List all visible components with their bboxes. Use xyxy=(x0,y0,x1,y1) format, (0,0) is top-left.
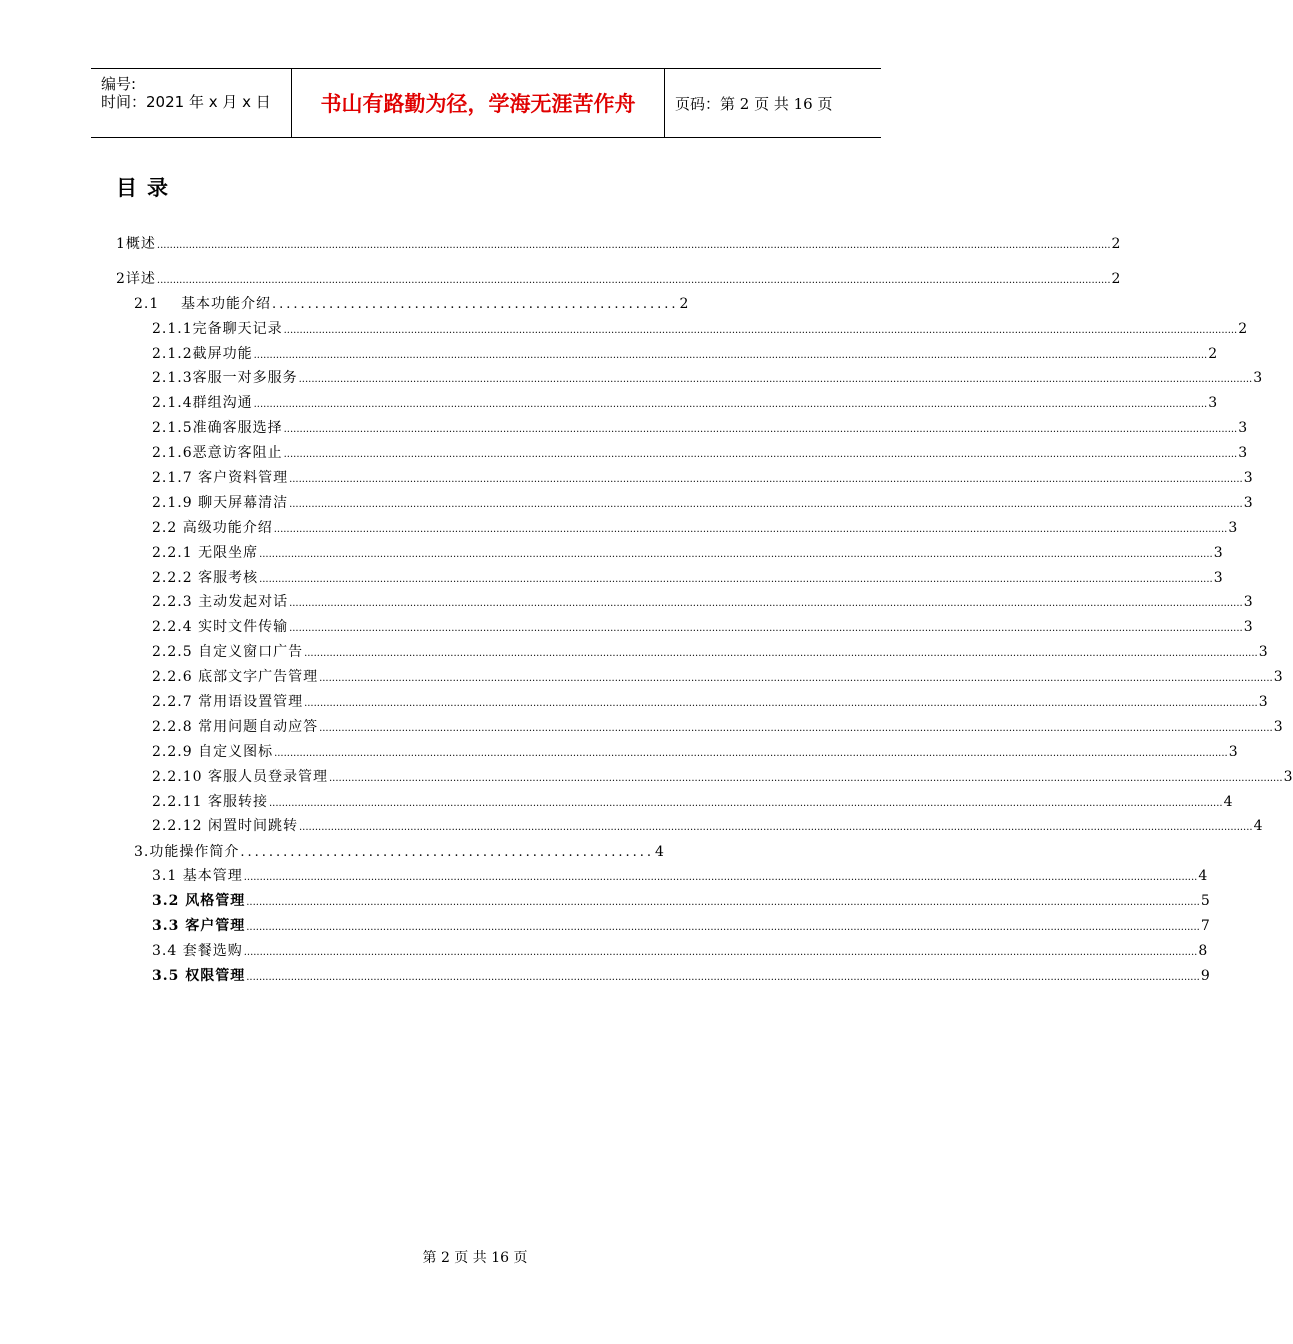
toc-leader-dots: ............................................................................................................................................................................................................................................................................................................ xyxy=(283,424,1238,435)
header-page-label: 页码：第 2 页 共 16 页 xyxy=(675,94,833,113)
toc-entry-page: 3 xyxy=(1243,619,1253,635)
toc-entry[interactable] xyxy=(152,667,1283,687)
header-meta-cell xyxy=(91,69,292,137)
toc-entry-page: 3 xyxy=(1213,570,1223,586)
toc-entry[interactable] xyxy=(152,468,1253,488)
toc-leader-dots: ............................................................................................................................................................................................................................................................................................................ xyxy=(156,240,1111,251)
toc-entry-page: 2 xyxy=(1111,236,1121,252)
toc-leader-dots: ............................................................................................................................................................................................................................................................................................................ xyxy=(319,673,1273,684)
toc-entry-page: 3 xyxy=(1258,694,1268,710)
toc-entry-number: 2.1 xyxy=(134,296,160,312)
toc-entry-page: 3 xyxy=(1243,470,1253,486)
toc-leader-dots: ............................................................................................................................................................................................................................................................................................................ xyxy=(298,374,1253,385)
toc-entry-page: 5 xyxy=(1200,893,1210,909)
toc-entry-label: 2.2 高级功能介绍 xyxy=(152,520,273,536)
toc-entry[interactable] xyxy=(152,518,1238,538)
toc-entry-page: 3 xyxy=(1253,370,1263,386)
toc-leader-dots: ............................................................................................................................................................................................................................................................................................................ xyxy=(253,350,1208,361)
toc-entry-label: 3.1 基本管理 xyxy=(152,868,243,884)
toc-entry-page: 2 xyxy=(1111,271,1121,287)
toc-entry-label: 2.2.3 主动发起对话 xyxy=(152,594,289,610)
toc-entry-page: 4 xyxy=(1198,868,1208,884)
toc-entry[interactable] xyxy=(152,642,1268,662)
toc-entry[interactable] xyxy=(152,966,1210,986)
toc-entry[interactable] xyxy=(152,617,1253,637)
toc-entry-page: 3 xyxy=(1273,719,1283,735)
toc-entry-label: 2.2.6 底部文字广告管理 xyxy=(152,669,319,685)
toc-leader-dots: ............................................................................................................................................................................................................................................................................................................ xyxy=(274,748,1228,759)
toc-entry-label: 概述 xyxy=(125,236,156,252)
toc-entry-page: 3 xyxy=(1228,520,1238,536)
toc-entry-label: 恶意访客阻止 xyxy=(192,445,283,461)
toc-entry-page: 3 xyxy=(1273,669,1283,685)
toc-leader-dots: ............................................................................................................................................................................................................................................................................................................ xyxy=(304,648,1258,659)
toc-entry[interactable] xyxy=(152,816,1263,836)
toc-entry-number: 2.1.4 xyxy=(152,395,193,411)
toc-entry[interactable] xyxy=(152,543,1223,563)
toc-entry-label: 准确客服选择 xyxy=(192,420,283,436)
toc-entry-label: 基本功能介绍 xyxy=(181,296,271,312)
toc-entry-label: 3.2 风格管理 xyxy=(152,893,246,909)
toc-leader-dots: ............................................................................................................................................................................................................................................................................................................ xyxy=(304,698,1258,709)
toc-leader-dots: ............................................................................................................................................................................................................................................................................................................ xyxy=(259,574,1213,585)
toc-leader-dots: ............................................................................................................................................................................................................................................................................................................ xyxy=(289,474,1243,485)
toc-entry[interactable] xyxy=(152,941,1208,961)
toc-entry-page: 3 xyxy=(1258,644,1268,660)
toc-entry-page: 4 xyxy=(1253,818,1263,834)
header-time-label: 时间：2021 年 x 月 x 日 xyxy=(101,93,271,111)
toc-entry[interactable] xyxy=(152,568,1223,588)
toc-entry[interactable] xyxy=(152,418,1248,438)
toc-entry[interactable] xyxy=(152,742,1238,762)
toc-entry[interactable] xyxy=(152,891,1210,911)
toc-leader-dots: ............................................................................................................................................................................................................................................................................................................ xyxy=(289,499,1243,510)
toc-entry-label: 2.2.7 常用语设置管理 xyxy=(152,694,304,710)
toc-entry[interactable] xyxy=(152,443,1248,463)
toc-title: 目录 xyxy=(116,176,178,200)
toc-leader-dots: ......................................................... xyxy=(272,297,679,312)
toc-entry-label: 完备聊天记录 xyxy=(192,321,283,337)
toc-entry-label: 2.2.10 客服人员登录管理 xyxy=(152,769,328,785)
toc-entry-number: 2.1.2 xyxy=(152,346,193,362)
toc-entry-page: 2 xyxy=(679,296,689,312)
toc-entry-label: 客服一对多服务 xyxy=(192,370,298,386)
toc-leader-dots: ............................................................................................................................................................................................................................................................................................................ xyxy=(298,822,1253,833)
toc-entry-number: 2.1.1 xyxy=(152,321,193,337)
toc-entry-page: 3 xyxy=(1243,594,1253,610)
toc-entry-label: 3.4 套餐选购 xyxy=(152,943,243,959)
header-motto: 书山有路勤为径，学海无涯苦作舟 xyxy=(292,69,665,137)
toc-entry-label: 2.1.9 聊天屏幕清洁 xyxy=(152,495,289,511)
toc-entry[interactable] xyxy=(152,692,1268,712)
toc-entry-page: 2 xyxy=(1238,321,1248,337)
toc-leader-dots: ............................................................................................................................................................................................................................................................................................................ xyxy=(246,922,1200,933)
toc-entry-page: 8 xyxy=(1198,943,1208,959)
toc-leader-dots: ............................................................................................................................................................................................................................................................................................................ xyxy=(283,325,1238,336)
toc-entry[interactable] xyxy=(152,393,1218,413)
toc-leader-dots: ............................................................................................................................................................................................................................................................................................................ xyxy=(259,549,1213,560)
toc-entry-number: 2 xyxy=(116,271,126,287)
toc-entry-page: 9 xyxy=(1200,968,1210,984)
toc-leader-dots: .......................................................... xyxy=(240,845,655,860)
toc-leader-dots: ............................................................................................................................................................................................................................................................................................................ xyxy=(268,798,1223,809)
toc-entry-page: 7 xyxy=(1200,918,1210,934)
toc-leader-dots: ............................................................................................................................................................................................................................................................................................................ xyxy=(283,449,1238,460)
toc-entry-label: 详述 xyxy=(125,271,156,287)
toc-leader-dots: ............................................................................................................................................................................................................................................................................................................ xyxy=(246,897,1200,908)
page-header xyxy=(91,68,881,138)
toc-entry-page: 3 xyxy=(1208,395,1218,411)
toc-entry-label: 2.2.8 常用问题自动应答 xyxy=(152,719,319,735)
toc-entry[interactable] xyxy=(134,842,664,862)
toc-entry-label: 3.3 客户管理 xyxy=(152,918,246,934)
toc-entry-number: 1 xyxy=(116,236,126,252)
toc-leader-dots: ............................................................................................................................................................................................................................................................................................................ xyxy=(156,275,1111,286)
toc-entry-label: 3.功能操作简介 xyxy=(134,844,240,860)
toc-entry[interactable] xyxy=(152,717,1283,737)
toc-entry-page: 3 xyxy=(1283,769,1293,785)
toc-entry[interactable] xyxy=(152,767,1293,787)
toc-entry-number: 2.1.6 xyxy=(152,445,193,461)
toc-entry-page: 3 xyxy=(1238,420,1248,436)
toc-entry[interactable] xyxy=(134,294,688,314)
toc-leader-dots: ............................................................................................................................................................................................................................................................................................................ xyxy=(289,623,1243,634)
toc-leader-dots: ............................................................................................................................................................................................................................................................................................................ xyxy=(253,399,1208,410)
toc-entry[interactable] xyxy=(152,368,1263,388)
toc-entry-label: 2.2.4 实时文件传输 xyxy=(152,619,289,635)
toc-entry-label: 2.2.11 客服转接 xyxy=(152,794,268,810)
toc-entry-page: 3 xyxy=(1238,445,1248,461)
toc-leader-dots: ............................................................................................................................................................................................................................................................................................................ xyxy=(319,723,1273,734)
toc-leader-dots: ............................................................................................................................................................................................................................................................................................................ xyxy=(289,598,1243,609)
toc-leader-dots: ............................................................................................................................................................................................................................................................................................................ xyxy=(328,773,1283,784)
toc-entry[interactable] xyxy=(116,269,1121,289)
toc-entry-page: 3 xyxy=(1243,495,1253,511)
toc-entry-number: 2.1.5 xyxy=(152,420,193,436)
toc-entry-label: 2.1.7 客户资料管理 xyxy=(152,470,289,486)
toc-entry-page: 4 xyxy=(1223,794,1233,810)
toc-entry-page: 2 xyxy=(1208,346,1218,362)
toc-entry[interactable] xyxy=(116,234,1121,254)
toc-entry[interactable] xyxy=(152,866,1208,886)
page-footer: 第 2 页 共 16 页 xyxy=(422,1250,528,1266)
toc-entry-label: 2.2.1 无限坐席 xyxy=(152,545,259,561)
toc-leader-dots: ............................................................................................................................................................................................................................................................................................................ xyxy=(243,947,1198,958)
toc-entry[interactable] xyxy=(152,493,1253,513)
toc-entry-page: 4 xyxy=(655,844,664,860)
toc-entry[interactable] xyxy=(152,592,1253,612)
toc-entry-label: 截屏功能 xyxy=(192,346,253,362)
toc-entry-label: 2.2.2 客服考核 xyxy=(152,570,259,586)
toc-leader-dots: ............................................................................................................................................................................................................................................................................................................ xyxy=(273,524,1228,535)
toc-entry-page: 3 xyxy=(1213,545,1223,561)
toc-entry[interactable] xyxy=(152,344,1218,364)
toc-entry-label: 3.5 权限管理 xyxy=(152,968,246,984)
toc-entry-number: 2.1.3 xyxy=(152,370,193,386)
toc-entry[interactable] xyxy=(152,319,1248,339)
toc-entry[interactable] xyxy=(152,916,1210,936)
toc-leader-dots: ............................................................................................................................................................................................................................................................................................................ xyxy=(243,872,1198,883)
toc-entry-label: 群组沟通 xyxy=(192,395,253,411)
toc-entry-label: 2.2.12 闲置时间跳转 xyxy=(152,818,298,834)
toc-entry-label: 2.2.9 自定义图标 xyxy=(152,744,274,760)
header-code-label: 编号: xyxy=(101,75,137,93)
toc-entry-label: 2.2.5 自定义窗口广告 xyxy=(152,644,304,660)
toc-entry[interactable] xyxy=(152,792,1233,812)
toc-entry-page: 3 xyxy=(1228,744,1238,760)
toc-leader-dots: ............................................................................................................................................................................................................................................................................................................ xyxy=(246,972,1200,983)
